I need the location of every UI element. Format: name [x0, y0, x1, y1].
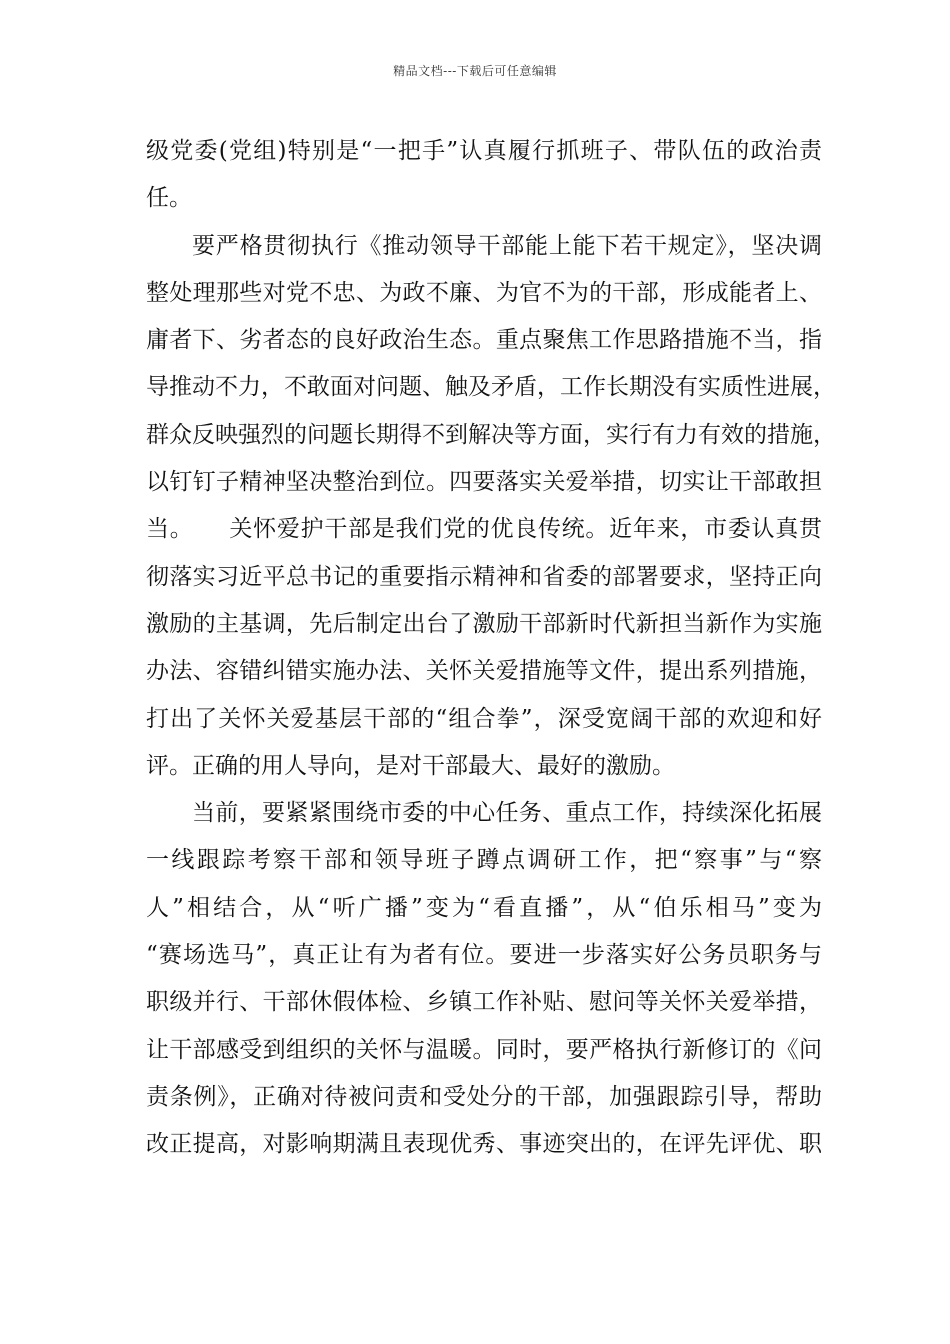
text-line: 级党委(党组)特别是“一把手”认真履行抓班子、带队伍的政治责	[146, 138, 822, 164]
text-line: 办法、容错纠错实施办法、关怀关爱措施等文件，提出系列措施，	[146, 658, 822, 685]
text-line: 评。正确的用人导向，是对干部最大、最好的激励。	[146, 752, 675, 779]
text-line: 打出了关怀关爱基层干部的“组合拳”，深受宽阔干部的欢迎和好	[146, 705, 822, 732]
text-line: 激励的主基调，先后制定出台了激励干部新时代新担当新作为实施	[146, 610, 822, 637]
text-line: 彻落实习近平总书记的重要指示精神和省委的部署要求，坚持正向	[146, 563, 822, 590]
text-line: 让干部感受到组织的关怀与温暖。同时，要严格执行新修订的《问	[146, 1036, 822, 1063]
text-line: 群众反映强烈的问题长期得不到解决等方面，实行有力有效的措施，	[146, 421, 836, 448]
page-header: 精品文档---下载后可任意编辑	[393, 64, 557, 78]
text-line: 整处理那些对党不忠、为政不廉、为官不为的干部，形成能者上、	[146, 279, 822, 306]
paragraph-start-line: 当前，要紧紧围绕市委的中心任务、重点工作，持续深化拓展	[192, 800, 822, 827]
text-line: 职级并行、干部休假体检、乡镇工作补贴、慰问等关怀关爱举措，	[146, 989, 822, 1016]
text-line: 责条例》，正确对待被问责和受处分的干部，加强跟踪引导，帮助	[146, 1083, 822, 1110]
text-line: 庸者下、劣者态的良好政治生态。重点聚焦工作思路措施不当，指	[146, 327, 822, 354]
document-body	[146, 128, 836, 1169]
text-line: 改正提高，对影响期满且表现优秀、事迹突出的，在评先评优、职	[146, 1131, 822, 1158]
text-line: “赛场选马”，真正让有为者有位。要进一步落实好公务员职务与	[146, 942, 822, 969]
text-line: 导推动不力，不敢面对问题、触及矛盾，工作长期没有实质性进展，	[146, 374, 836, 401]
text-line: 人”相结合，从“听广播”变为“看直播”，从“伯乐相马”变为	[146, 894, 822, 921]
text-line: 当。 关怀爱护干部是我们党的优良传统。近年来，市委认真贯	[146, 516, 822, 543]
paragraph-start-line: 要严格贯彻执行《推动领导干部能上能下若干规定》，坚决调	[192, 232, 822, 259]
text-line: 一线跟踪考察干部和领导班子蹲点调研工作，把“察事”与“察	[146, 847, 822, 874]
text-line: 任。	[146, 185, 192, 212]
text-line: 以钉钉子精神坚决整治到位。四要落实关爱举措，切实让干部敢担	[146, 469, 822, 496]
